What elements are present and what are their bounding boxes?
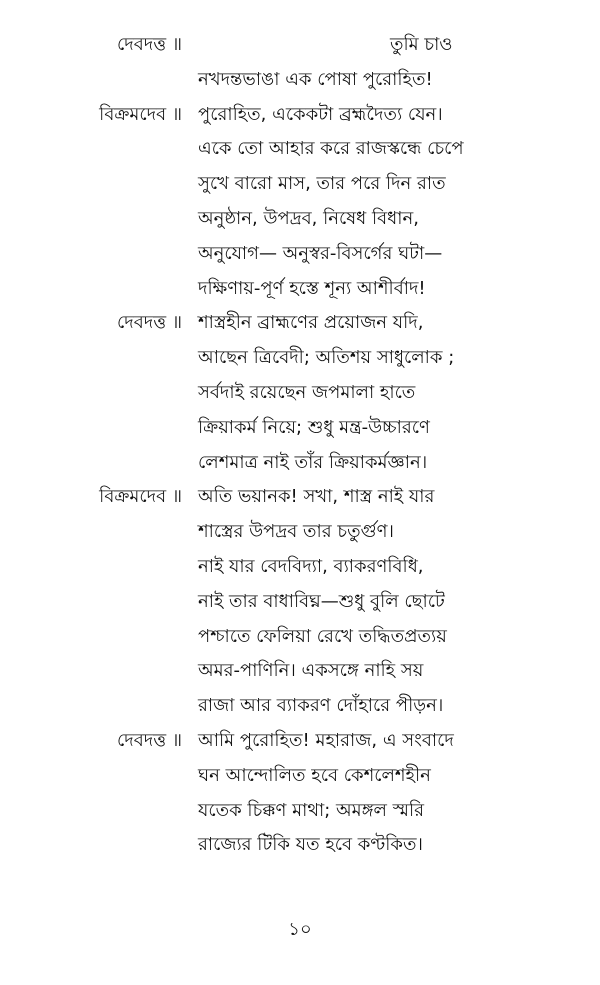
verse-text: রাজা আর ব্যাকরণ দোঁহারে পীড়ন।	[198, 695, 444, 717]
verse-text: শাস্ত্রের উপদ্রব তার চতুর্গুণ।	[198, 521, 394, 543]
verse-line	[0, 794, 600, 828]
verse-line	[0, 446, 600, 480]
verse-line	[0, 28, 600, 62]
verse-line	[0, 237, 600, 271]
verse-line	[0, 376, 600, 410]
verse-text: শাস্ত্রহীন ব্রাহ্মণের প্রয়োজন যদি,	[198, 312, 424, 334]
verse-text: সুখে বারো মাস, তার পরে দিন রাত	[198, 173, 446, 195]
speaker-name: দেবদত্ত ॥	[116, 312, 182, 334]
verse-line	[0, 202, 600, 236]
verse-line	[0, 480, 600, 514]
verse-line	[0, 828, 600, 862]
verse-line	[0, 654, 600, 688]
verse-line	[0, 132, 600, 166]
verse-line	[0, 585, 600, 619]
verse-text: দক্ষিণায়-পূর্ণ হস্তে শূন্য আশীর্বাদ!	[198, 277, 426, 299]
verse-line	[0, 341, 600, 375]
verse-text: সর্বদাই রয়েছেন জপমালা হাতে	[198, 382, 416, 403]
verse-text: ক্রিয়াকর্ম নিয়ে; শুধু মন্ত্র-উচ্চারণে	[198, 416, 430, 438]
verse-line	[0, 306, 600, 340]
verse-text: আমি পুরোহিত! মহারাজ, এ সংবাদে	[198, 730, 454, 751]
verse-text: অনুযোগ— অনুস্বর-বিসর্গের ঘটা—	[198, 242, 443, 264]
verse-text: তুমি চাও	[390, 34, 453, 55]
verse-line	[0, 98, 600, 132]
speaker-name: দেবদত্ত ॥	[116, 730, 182, 751]
verse-text: লেশমাত্র নাই তাঁর ক্রিয়াকর্মজ্ঞান।	[198, 451, 428, 473]
verse-text: অনুষ্ঠান, উপদ্রব, নিষেধ বিধান,	[198, 208, 419, 229]
verse-line	[0, 63, 600, 97]
verse-text: একে তো আহার করে রাজস্কন্ধে চেপে	[198, 138, 464, 160]
speaker-name: দেবদত্ত ॥	[116, 34, 182, 55]
speaker-name: বিক্রমদেব ॥	[99, 103, 182, 125]
verse-line	[0, 167, 600, 201]
verse-line	[0, 272, 600, 306]
verse-line	[0, 515, 600, 549]
speaker-name: বিক্রমদেব ॥	[99, 486, 182, 508]
verse-text: আছেন ত্রিবেদী; অতিশয় সাধুলোক ;	[198, 347, 455, 369]
verse-text: অমর-পাণিনি। একসঙ্গে নাহি সয়	[198, 660, 424, 682]
verse-text: নখদন্তভাঙা এক পোষা পুরোহিত!	[198, 68, 433, 90]
verse-line	[0, 724, 600, 758]
verse-text: পশ্চাতে ফেলিয়া রেখে তদ্ধিতপ্রত্যয়	[198, 625, 447, 647]
verse-line	[0, 620, 600, 654]
verse-line	[0, 411, 600, 445]
verse-text: যতেক চিক্কণ মাথা; অমঙ্গল স্মরি	[198, 799, 425, 821]
verse-line	[0, 689, 600, 723]
verse-text: ঘন আন্দোলিত হবে কেশলেশহীন	[198, 764, 431, 786]
verse-text: রাজ্যের টিকি যত হবে কণ্টকিত।	[198, 834, 423, 856]
verse-line	[0, 759, 600, 793]
verse-text: নাই তার বাধাবিঘ্ন—শুধু বুলি ছোটে	[198, 590, 445, 612]
verse-line	[0, 550, 600, 584]
page-number: ১০	[288, 919, 312, 940]
verse-text: অতি ভয়ানক! সখা, শাস্ত্র নাই যার	[198, 486, 435, 508]
verse-text: পুরোহিত, একেকটা ব্রহ্মদৈত্য যেন।	[198, 103, 443, 125]
verse-text: নাই যার বেদবিদ্যা, ব্যাকরণবিধি,	[198, 556, 424, 577]
